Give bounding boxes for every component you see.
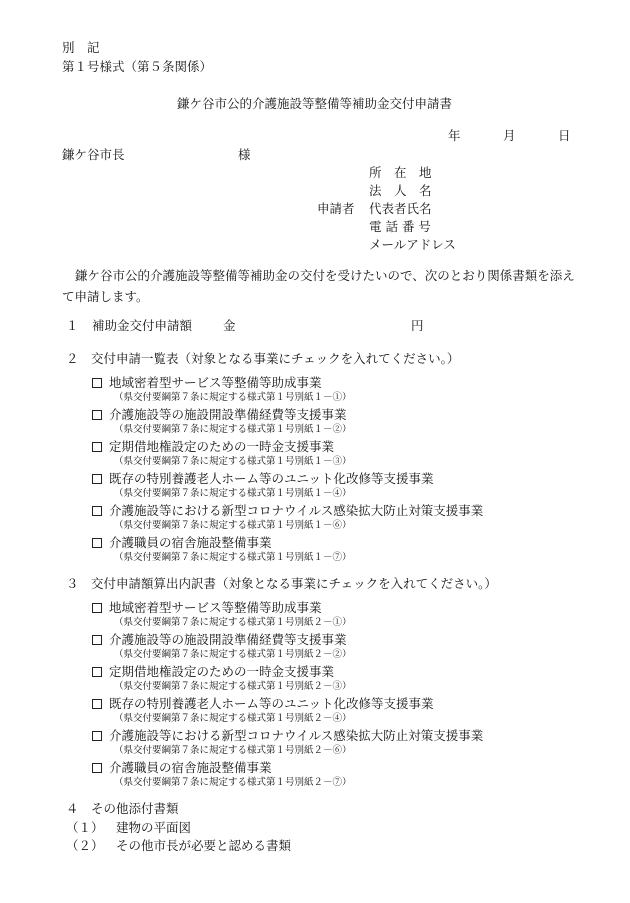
checklist-item-label: 介護施設等における新型コロナウイルス感染拡大防止対策支援事業 <box>109 728 484 743</box>
checklist-item <box>92 629 352 660</box>
checklist-item-label: 介護施設等の施設開設準備経費等支援事業 <box>109 632 347 647</box>
checklist-item <box>92 693 434 724</box>
section4-title: ４ その他添付書類 <box>66 801 179 816</box>
section4-item-number: （１） <box>66 820 104 835</box>
section2-title: ２ 交付申請一覧表（対象となる事業にチェックを入れてください。） <box>66 351 460 366</box>
checklist-item-label: 既存の特別養護老人ホーム等のユニット化改修等支援事業 <box>109 471 434 486</box>
applicant-rep-label: 代表者氏名 <box>369 201 432 216</box>
checklist-item-note: （県交付要綱第７条に規定する様式第１号別紙２－④） <box>114 713 352 724</box>
checklist-item-note: （県交付要綱第７条に規定する様式第１号別紙１－③） <box>114 456 352 467</box>
checklist-item-note: （県交付要綱第７条に規定する様式第１号別紙１－⑥） <box>114 520 352 531</box>
checklist-item-note: （県交付要綱第７条に規定する様式第１号別紙１－②） <box>114 424 352 435</box>
applicant-corp-label: 法 人 名 <box>369 183 432 198</box>
intro-paragraph: 鎌ケ谷市公的介護施設等整備等補助金の交付を受けたいので、次のとおり関係書類を添えて申請します。 <box>62 268 575 304</box>
checkbox[interactable] <box>92 635 102 645</box>
checklist-item-label: 定期借地権設定のための一時金支援事業 <box>109 664 335 679</box>
section4-item-label: その他市長が必要と認める書類 <box>116 838 292 853</box>
addressee-honorific: 様 <box>238 147 251 162</box>
section1-yen: 円 <box>411 318 424 333</box>
form-number: 第１号様式（第５条関係） <box>62 59 213 74</box>
checklist-item <box>92 468 434 499</box>
applicant-label: 申請者 <box>317 201 355 216</box>
checklist-item <box>92 404 352 435</box>
checkbox[interactable] <box>92 667 102 677</box>
applicant-tel-label: 電 話 番 号 <box>369 219 431 234</box>
checkbox[interactable] <box>92 474 102 484</box>
checklist-item <box>92 372 352 403</box>
checklist-item-note: （県交付要綱第７条に規定する様式第１号別紙２－①） <box>114 617 352 628</box>
checklist-item-note: （県交付要綱第７条に規定する様式第１号別紙２－③） <box>114 681 352 692</box>
checklist-item-label: 地域密着型サービス等整備等助成事業 <box>109 375 322 390</box>
section4-item-number: （２） <box>66 838 104 853</box>
document-title: 鎌ケ谷市公的介護施設等整備等補助金交付申請書 <box>177 96 453 111</box>
section1-number: １ <box>66 318 79 333</box>
date-day: 日 <box>558 128 571 143</box>
checklist-item <box>92 436 352 467</box>
checklist-item-note: （県交付要綱第７条に規定する様式第１号別紙２－⑥） <box>114 745 352 756</box>
checkbox[interactable] <box>92 442 102 452</box>
checkbox[interactable] <box>92 506 102 516</box>
checklist-item-label: 介護職員の宿舎施設整備事業 <box>109 760 272 775</box>
checklist-item <box>92 597 352 628</box>
addressee: 鎌ケ谷市長 <box>62 147 125 162</box>
checklist-item-note: （県交付要綱第７条に規定する様式第１号別紙１－④） <box>114 488 352 499</box>
checklist-item <box>92 500 484 531</box>
section3-title: ３ 交付申請額算出内訳書（対象となる事業にチェックを入れてください。） <box>66 576 497 591</box>
checklist-item-label: 既存の特別養護老人ホーム等のユニット化改修等支援事業 <box>109 696 434 711</box>
checklist-item <box>92 532 352 563</box>
checkbox[interactable] <box>92 763 102 773</box>
checklist-item-note: （県交付要綱第７条に規定する様式第１号別紙２－②） <box>114 649 352 660</box>
checkbox[interactable] <box>92 378 102 388</box>
besshi-label: 別 記 <box>62 40 100 55</box>
checklist-item-label: 介護施設等における新型コロナウイルス感染拡大防止対策支援事業 <box>109 503 484 518</box>
checkbox[interactable] <box>92 538 102 548</box>
checklist-item <box>92 725 484 756</box>
checkbox[interactable] <box>92 731 102 741</box>
checklist-item-note: （県交付要綱第７条に規定する様式第１号別紙１－①） <box>114 392 352 403</box>
checklist-item-note: （県交付要綱第７条に規定する様式第１号別紙１－⑦） <box>114 552 352 563</box>
checklist-item-note: （県交付要綱第７条に規定する様式第１号別紙２－⑦） <box>114 777 352 788</box>
checklist-item <box>92 757 352 788</box>
date-month: 月 <box>503 128 516 143</box>
checkbox[interactable] <box>92 699 102 709</box>
applicant-address-label: 所 在 地 <box>369 165 432 180</box>
section4-item-label: 建物の平面図 <box>116 820 192 835</box>
date-year: 年 <box>448 128 461 143</box>
checklist-item-label: 地域密着型サービス等整備等助成事業 <box>109 600 322 615</box>
checklist-item-label: 介護職員の宿舎施設整備事業 <box>109 535 272 550</box>
checklist-item-label: 介護施設等の施設開設準備経費等支援事業 <box>109 407 347 422</box>
applicant-email-label: メールアドレス <box>369 237 456 252</box>
checklist-item-label: 定期借地権設定のための一時金支援事業 <box>109 439 335 454</box>
checklist-item <box>92 661 352 692</box>
section1-label: 補助金交付申請額 <box>92 318 193 333</box>
checkbox[interactable] <box>92 603 102 613</box>
section1-kin: 金 <box>223 318 236 333</box>
checkbox[interactable] <box>92 410 102 420</box>
